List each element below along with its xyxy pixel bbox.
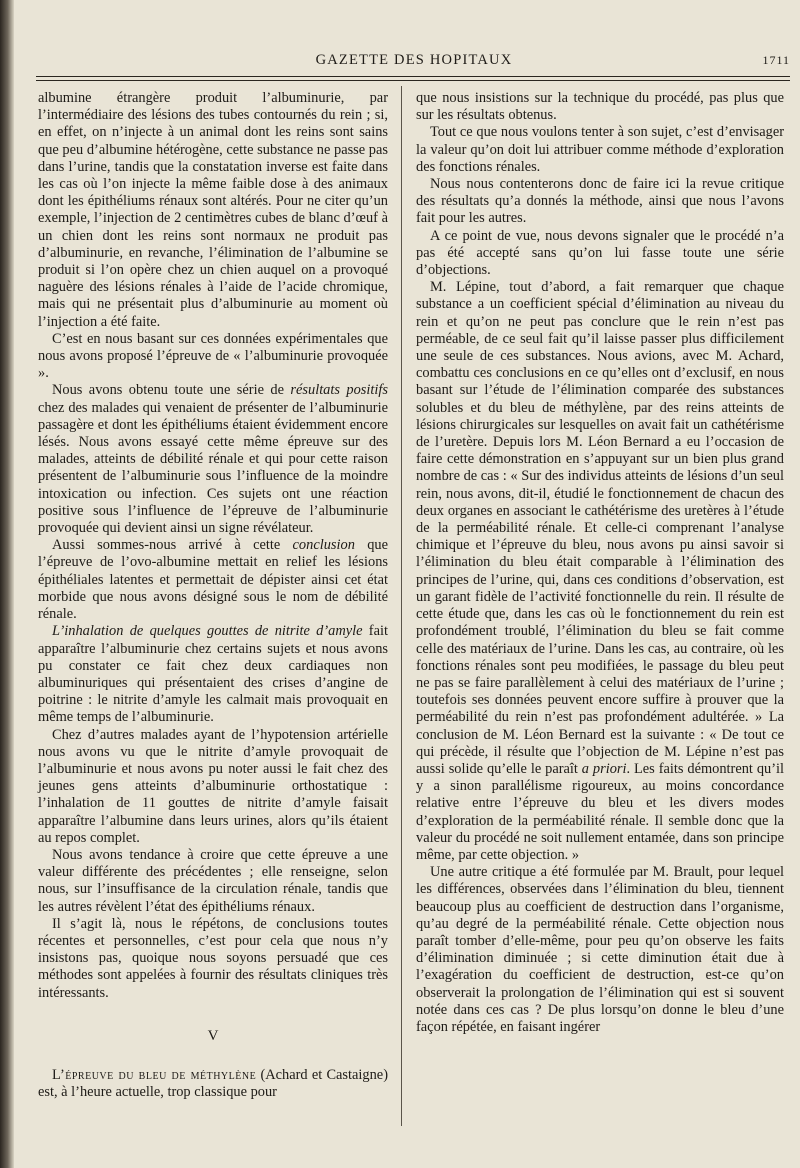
header-rule: [36, 76, 790, 77]
running-title: GAZETTE DES HOPITAUX: [315, 52, 513, 68]
paragraph: C’est en nous basant sur ces données expérimentales que nous avons proposé l’épreuve de « l’albuminurie provoquée ».: [38, 330, 388, 382]
page-number: 1711: [762, 53, 790, 67]
left-column: [38, 90, 388, 1101]
paragraph: Nous avons tendance à croire que cette épreuve a une valeur différente des précédentes ; elle renseigne, selon nous, sur l’insuffisance de la circulation rénale, tandis que les autres révèlent l’état des épithéliums rénaux.: [38, 846, 388, 915]
column-divider: [401, 86, 402, 1126]
paragraph: Nous nous contenterons donc de faire ici la revue critique des résultats qu’a donnés la méthode, ainsi que nous l’avons fait pour les autres.: [416, 176, 784, 227]
journal-page: [14, 0, 800, 1168]
book-binding-edge: [0, 0, 14, 1168]
paragraph: Une autre critique a été formulée par M. Brault, pour lequel les différences, observées dans l’élimination du bleu, tiennent beaucoup plus au coefficient de destruction dans l’organisme, qu’au degré de la perméabilité rénale. Cette objection nous paraît tomber d’elle-même, pour peu qu’on observe les faits d’élimination diminuée ; si cette diminution était due à l’exagération du coefficient de destruction, est-ce qu’on observerait la prolongation de l’élimination qui est si souvent notée dans ces cas ? De plus lorsqu’on donne le bleu d’une façon répétée, en faisant ingérer: [416, 864, 784, 1035]
paragraph: Chez d’autres malades ayant de l’hypotension artérielle nous avons vu que le nitrite d’amyle provoquait de l’albuminurie et nous avons pu noter aussi le fait chez des jeunes gens atteints d’albuminurie orthostatique : l’inhalation de 11 gouttes de nitrite d’amyle faisait apparaître l’albumine dans leurs urines, alors qu’ils étaient au repos complet.: [38, 726, 388, 846]
paragraph: A ce point de vue, nous devons signaler que le procédé n’a pas été accepté sans qu’on lui fasse toute une série d’objections.: [416, 227, 784, 279]
paragraph: Tout ce que nous voulons tenter à son sujet, c’est d’envisager la valeur qu’on doit lui attribuer comme méthode d’exploration des fonctions rénales.: [416, 124, 784, 175]
paragraph: L’inhalation de quelques gouttes de nitrite d’amyle fait apparaître l’albuminurie chez certains sujets et nous avons pu constater ce fait chez deux cardiaques non albuminuriques qui présentaient des crises d’angine de poitrine : le nitrite d’amyle les calmait mais provoquait en même temps de l’albuminurie.: [38, 623, 388, 726]
paragraph: Nous avons obtenu toute une série de résultats positifs chez des malades qui venaient de présenter de l’albuminurie passagère et dont les épithéliums étaient évidemment encore lésés. Nous avons essayé cette même épreuve sur des malades, atteints de débilité rénale et qui pour cette raison présentent de l’albuminurie sous l’influence de la moindre intoxication ou infection. Ces sujets ont une réaction positive sous l’influence de l’épreuve de l’albuminurie provoquée qui devient ainsi un signe révélateur.: [38, 382, 388, 537]
section-numeral: V: [207, 1027, 219, 1044]
header-rule-thin: [36, 80, 790, 81]
paragraph: Il s’agit là, nous le répétons, de conclusions toutes récentes et personnelles, c’est pour cela que nous n’y insistons pas, quoique nous soyons persuadé que ces méthodes sont appelées à fournir des résultats cliniques très intéressants.: [38, 915, 388, 1001]
section-heading: L’épreuve du bleu de méthylène: [52, 1066, 257, 1083]
paragraph: Aussi sommes-nous arrivé à cette conclusion que l’épreuve de l’ovo-albumine mettait en relief les lésions épithéliales latentes et permettait de dépister ainsi cet état morbide que nous avons désigné sous le nom de débilité rénale.: [38, 537, 388, 623]
page-header: [36, 50, 792, 72]
paragraph: albumine étrangère produit l’albuminurie, par l’intermédiaire des lésions des tubes contournés du rein ; si, en effet, on n’injecte à un animal dont les reins sont sains que peu d’albumine hétérogène, cette substance ne passe pas dans l’urine, tandis que la constatation inverse est faite dans les cas où l’on injecte la même faible dose à des animaux dont les épithéliums rénaux sont altérés. Pour ne citer qu’un exemple, l’injection de 2 centimètres cubes de blanc d’œuf à un chien dont les reins sont normaux ne produit pas d’albuminurie, en revanche, l’élimination de l’albumine se produit si l’on opère chez un chien auquel on a provoqué naguère des lésions rénales à l’aide de l’acide chromique, mais qui ne présentait plus d’albuminurie au moment où l’injection a été faite.: [38, 90, 388, 330]
paragraph: M. Lépine, tout d’abord, a fait remarquer que chaque substance a un coefficient spécial d’élimination au niveau du rein et qu’on ne peut pas conclure que le rein n’est pas perméable, de ce seul fait qu’il laisse passer plus difficilement une seule de ces substances. Nous avions, avec M. Achard, combattu ces conclusions en ce qu’elles ont d’exclusif, en nous basant sur l’étude de l’élimination comparée des substances solubles et du bleu de méthylène, par des reins atteints de lésions chirurgicales sur lesquelles on avait fait un cathétérisme de l’uretère. Depuis lors M. Léon Bernard a eu l’occasion de faire cette démonstration en s’appuyant sur un bien plus grand nombre de cas : « Sur des individus atteints de lésions d’un seul rein, nous avons, dit-il, étudié le fonctionnement de chacun des deux organes en associant le cathétérisme des uretères à l’étude de la perméabilité rénale. Et celle-ci comprenant l’analyse chimique et l’épreuve du bleu, nous avons pu ainsi savoir si l’élimination du bleu était comparable à l’élimination des principes de l’urine, qui, dans ces conditions d’observation, est un garant fidèle de l’activité fonctionnelle du rein. Il résulte de cette étude que, dans les cas où le fonctionnement du rein est profondément troublé, l’élimination du bleu se fait comme celle des matériaux de l’urine. Dans les cas, au contraire, où les fonctions rénales sont peu modifiées, le passage du bleu peut ne pas se faire parallèlement à celui des matériaux de l’urine ; toutefois ses données peuvent encore suffire à prouver que la perméabilité du rein n’est pas profondément adultérée. » La conclusion de M. Léon Bernard est la suivante : « De tout ce qui précède, il résulte que l’objection de M. Lépine n’est pas aussi solide qu’elle le paraît a priori. Les faits démontrent qu’il y a sinon parallélisme rigoureux, au moins concordance relative entre l’épreuve du bleu et les divers modes d’exploration de la perméabilité rénale. Il semble donc que la valeur du procédé ne soit nullement entamée, dans son principe même, par cette objection. »: [416, 279, 784, 863]
paragraph: que nous insistions sur la technique du procédé, pas plus que sur les résultats obtenus.: [416, 90, 784, 124]
paragraph: L’épreuve du bleu de méthylène (Achard et Castaigne) est, à l’heure actuelle, trop classique pour: [38, 1066, 388, 1101]
right-column: [416, 90, 784, 1036]
